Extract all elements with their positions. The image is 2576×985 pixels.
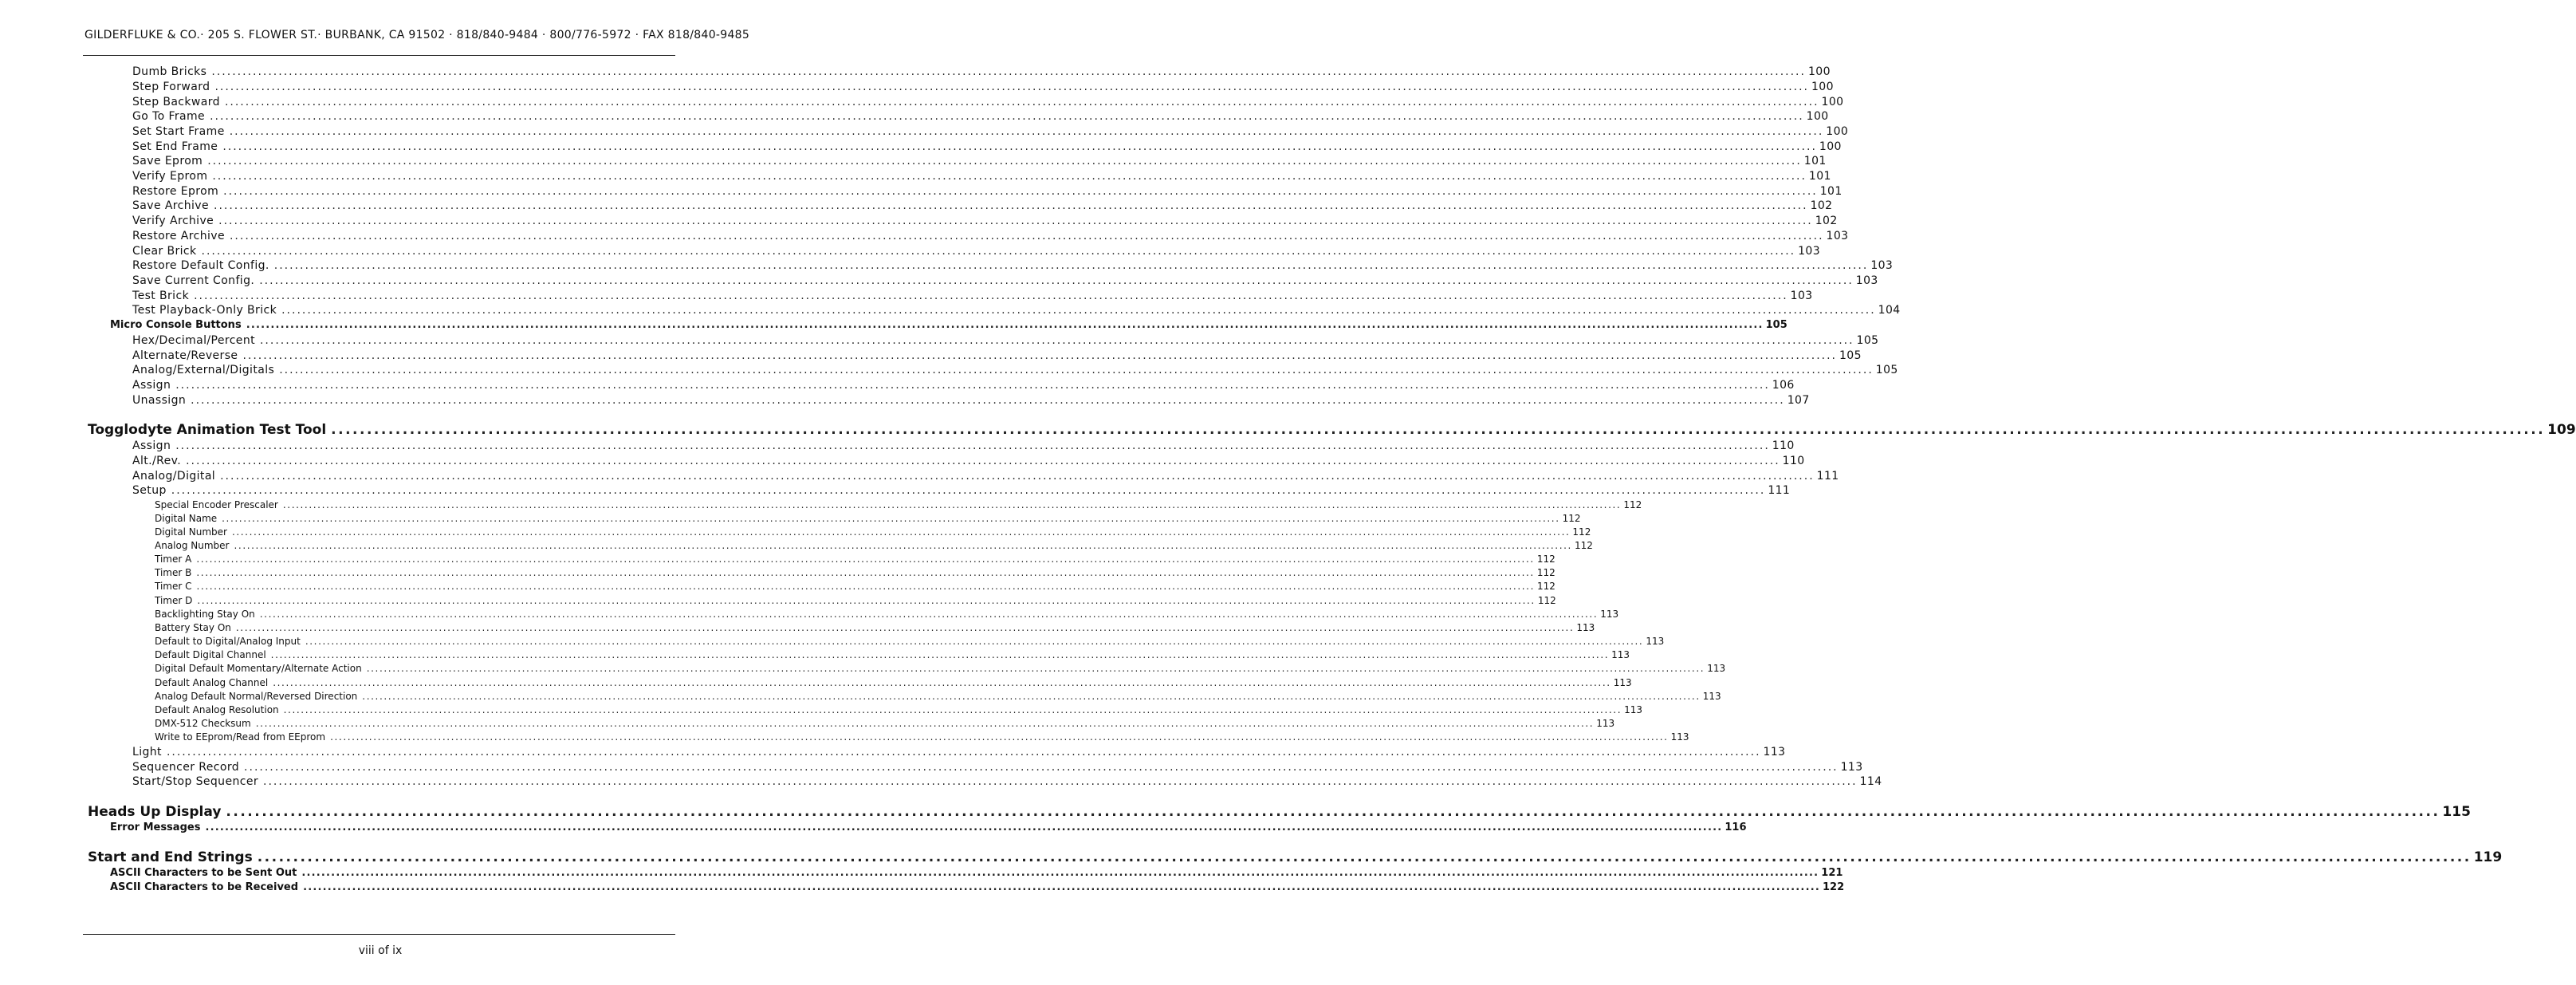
toc-entry[interactable]: [155, 677, 1632, 690]
toc-entry-title: Setup: [132, 484, 167, 497]
toc-dot-leader: [256, 718, 1594, 729]
toc-entry[interactable]: [155, 595, 1556, 608]
toc-entry-title: Verify Eprom: [132, 170, 208, 183]
toc-entry-page: 113: [1596, 718, 1615, 729]
toc-entry[interactable]: [110, 867, 1843, 881]
toc-entry[interactable]: [132, 125, 1849, 140]
toc-entry-title: Start/Stop Sequencer: [132, 775, 259, 788]
toc-entry-page: 113: [1600, 609, 1619, 620]
toc-dot-leader: [197, 595, 1535, 606]
toc-entry-title: Test Playback-Only Brick: [132, 304, 277, 317]
toc-entry-title: Hex/Decimal/Percent: [132, 334, 255, 347]
toc-entry-page: 103: [1826, 230, 1849, 242]
toc-entry-page: 100: [1807, 65, 1831, 78]
toc-entry[interactable]: [110, 319, 1787, 333]
toc-entry-page: 100: [1806, 110, 1829, 123]
toc-entry[interactable]: [132, 230, 1849, 244]
toc-entry-title: Digital Default Momentary/Alternate Action: [155, 663, 362, 674]
header-rule: [83, 55, 675, 56]
toc-entry-title: Save Eprom: [132, 155, 203, 167]
toc-dot-leader: [273, 677, 1610, 688]
toc-entry-page: 113: [1576, 622, 1595, 633]
toc-entry[interactable]: [88, 422, 2576, 439]
toc-entry[interactable]: [155, 636, 1665, 648]
toc-dot-leader: [226, 804, 2440, 820]
toc-dot-leader: [260, 609, 1598, 620]
toc-entry-page: 102: [1810, 199, 1833, 212]
toc-entry[interactable]: [155, 609, 1619, 621]
toc-dot-leader: [260, 334, 1854, 347]
toc-entry-title: Timer D: [155, 595, 193, 606]
toc-entry-title: Default Analog Resolution: [155, 704, 279, 715]
toc-entry-page: 112: [1574, 540, 1593, 551]
toc-entry-title: Set End Frame: [132, 140, 218, 153]
toc-entry-title: Restore Archive: [132, 230, 225, 242]
footer-rule: [83, 934, 675, 935]
toc-entry-page: 113: [1670, 731, 1689, 743]
toc-entry[interactable]: [132, 245, 1821, 259]
toc-entry-page: 104: [1878, 304, 1901, 317]
toc-entry-page: 113: [1646, 636, 1665, 647]
toc-entry-page: 105: [1765, 319, 1787, 331]
toc-entry[interactable]: [132, 65, 1831, 80]
toc-entry[interactable]: [155, 649, 1630, 662]
toc-dot-leader: [202, 245, 1796, 258]
toc-entry-page: 100: [1826, 125, 1849, 138]
toc-entry[interactable]: [155, 567, 1555, 580]
toc-entry-title: Light: [132, 746, 162, 758]
toc-entry[interactable]: [132, 484, 1791, 498]
toc-entry-page: 103: [1798, 245, 1821, 258]
toc-entry-page: 107: [1787, 394, 1810, 407]
toc-entry[interactable]: [110, 821, 1747, 836]
toc-entry[interactable]: [132, 155, 1827, 169]
toc-entry[interactable]: [132, 215, 1838, 229]
toc-entry[interactable]: [155, 704, 1643, 717]
toc-dot-leader: [362, 691, 1700, 702]
toc-dot-leader: [225, 96, 1819, 108]
toc-entry[interactable]: [132, 110, 1829, 124]
toc-entry-page: 101: [1803, 155, 1827, 167]
toc-dot-leader: [222, 140, 1817, 153]
toc-entry-title: Step Backward: [132, 96, 220, 108]
toc-entry-title: Analog Number: [155, 540, 230, 551]
toc-entry-page: 105: [1839, 349, 1862, 362]
toc-entry-title: Dumb Bricks: [132, 65, 207, 78]
toc-entry[interactable]: [132, 364, 1898, 378]
toc-entry[interactable]: [110, 881, 1845, 896]
toc-entry[interactable]: [132, 274, 1878, 289]
toc-entry-title: Analog Default Normal/Reversed Direction: [155, 691, 358, 702]
toc-dot-leader: [301, 867, 1819, 879]
page-number: viii of ix: [358, 944, 403, 957]
toc-dot-leader: [281, 304, 1876, 317]
toc-dot-leader: [223, 185, 1818, 198]
toc-entry[interactable]: [132, 304, 1901, 318]
toc-entry-title: Save Archive: [132, 199, 209, 212]
toc-entry-title: Special Encoder Prescaler: [155, 499, 278, 510]
toc-dot-leader: [212, 170, 1807, 183]
toc-dot-leader: [258, 849, 2472, 865]
toc-entry-page: 100: [1819, 140, 1842, 153]
toc-entry-page: 110: [1782, 455, 1805, 467]
toc-entry[interactable]: [132, 259, 1894, 274]
toc-dot-leader: [214, 199, 1808, 212]
toc-entry-page: 105: [1875, 364, 1898, 376]
toc-dot-leader: [167, 746, 1761, 758]
toc-entry[interactable]: [132, 140, 1842, 155]
toc-entry[interactable]: [155, 581, 1555, 593]
toc-dot-leader: [222, 513, 1559, 524]
toc-dot-leader: [234, 540, 1571, 551]
toc-entry[interactable]: [132, 185, 1843, 199]
toc-entry-title: Backlighting Stay On: [155, 609, 255, 620]
toc-dot-leader: [283, 499, 1621, 510]
toc-entry[interactable]: [132, 290, 1813, 304]
toc-entry-title: Timer C: [155, 581, 192, 592]
toc-entry-title: Micro Console Buttons: [110, 319, 242, 331]
toc-entry-page: 112: [1536, 581, 1555, 592]
toc-dot-leader: [211, 65, 1806, 78]
toc-entry-page: 113: [1840, 761, 1863, 774]
toc-entry-page: 103: [1790, 290, 1813, 302]
toc-entry[interactable]: [132, 81, 1834, 95]
toc-dot-leader: [196, 554, 1534, 565]
toc-dot-leader: [274, 259, 1869, 272]
toc-entry-title: Save Current Config.: [132, 274, 255, 287]
toc-entry-title: Digital Number: [155, 526, 227, 538]
toc-entry-title: Analog/Digital: [132, 470, 216, 483]
toc-entry-title: ASCII Characters to be Sent Out: [110, 867, 297, 879]
toc-entry[interactable]: [132, 775, 1882, 790]
toc-dot-leader: [196, 567, 1534, 578]
toc-entry-title: Sequencer Record: [132, 761, 240, 774]
toc-entry-title: Assign: [132, 379, 171, 392]
toc-entry-page: 111: [1768, 484, 1791, 497]
toc-entry-page: 119: [2473, 849, 2503, 865]
toc-entry-page: 113: [1624, 704, 1643, 715]
toc-entry-title: Restore Default Config.: [132, 259, 269, 272]
page-header: GILDERFLUKE & CO.· 205 S. FLOWER ST.· BURBANK, CA 91502 · 818/840-9484 · 800/776-5972 · FAX 818/840-9485: [85, 29, 750, 41]
toc-entry-page: 112: [1536, 567, 1555, 578]
toc-entry-page: 114: [1859, 775, 1882, 788]
toc-entry-title: Restore Eprom: [132, 185, 219, 198]
toc-dot-leader: [305, 636, 1643, 647]
toc-entry[interactable]: [132, 334, 1879, 349]
toc-entry-title: Set Start Frame: [132, 125, 225, 138]
toc-entry-page: 113: [1707, 663, 1726, 674]
toc-entry[interactable]: [155, 691, 1721, 703]
toc-entry-title: Step Forward: [132, 81, 210, 93]
toc-entry-page: 112: [1562, 513, 1581, 524]
toc-entry[interactable]: [132, 455, 1805, 469]
toc-entry-title: Start and End Strings: [88, 849, 253, 865]
toc-entry-title: Digital Name: [155, 513, 218, 524]
toc-entry-page: 101: [1808, 170, 1831, 183]
toc-entry-page: 113: [1702, 691, 1721, 702]
toc-entry[interactable]: [132, 439, 1795, 454]
toc-entry-page: 110: [1772, 439, 1795, 452]
toc-entry-page: 103: [1855, 274, 1878, 287]
toc-dot-leader: [279, 364, 1874, 376]
toc-entry-title: Default to Digital/Analog Input: [155, 636, 301, 647]
toc-entry-page: 100: [1821, 96, 1844, 108]
toc-dot-leader: [220, 470, 1815, 483]
toc-entry-page: 115: [2442, 804, 2471, 820]
toc-entry-title: Test Brick: [132, 290, 190, 302]
toc-entry-title: Error Messages: [110, 821, 201, 833]
toc-entry-page: 102: [1815, 215, 1838, 227]
toc-entry[interactable]: [132, 96, 1844, 110]
toc-entry-title: Battery Stay On: [155, 622, 231, 633]
toc-entry-page: 111: [1816, 470, 1839, 483]
toc-dot-leader: [242, 349, 1837, 362]
toc-dot-leader: [207, 155, 1802, 167]
toc-entry-title: Alt./Rev.: [132, 455, 182, 467]
toc-entry[interactable]: [132, 761, 1863, 775]
toc-entry[interactable]: [88, 849, 2503, 867]
toc-entry-title: Go To Frame: [132, 110, 206, 123]
toc-dot-leader: [232, 526, 1570, 538]
toc-entry[interactable]: [155, 540, 1593, 553]
toc-dot-leader: [303, 881, 1820, 893]
toc-entry[interactable]: [155, 554, 1555, 566]
toc-entry-page: 116: [1725, 821, 1747, 833]
toc-entry-page: 113: [1763, 746, 1786, 758]
toc-dot-leader: [284, 704, 1622, 715]
toc-entry-title: Togglodyte Animation Test Tool: [88, 422, 327, 438]
toc-dot-leader: [230, 230, 1824, 242]
toc-entry[interactable]: [155, 718, 1615, 731]
toc-entry-page: 100: [1811, 81, 1834, 93]
toc-entry-title: Unassign: [132, 394, 187, 407]
toc-dot-leader: [330, 731, 1668, 743]
toc-entry[interactable]: [155, 499, 1642, 512]
toc-entry[interactable]: [155, 622, 1595, 635]
toc-dot-leader: [230, 125, 1824, 138]
toc-entry-page: 112: [1623, 499, 1642, 510]
toc-entry-page: 112: [1536, 554, 1555, 565]
toc-entry-page: 112: [1572, 526, 1591, 538]
toc-entry-title: ASCII Characters to be Received: [110, 881, 299, 893]
toc-entry-page: 113: [1613, 677, 1632, 688]
toc-entry-title: Assign: [132, 439, 171, 452]
toc-dot-leader: [244, 761, 1839, 774]
toc-entry[interactable]: [155, 513, 1581, 526]
toc-dot-leader: [259, 274, 1854, 287]
toc-dot-leader: [210, 110, 1804, 123]
toc-entry[interactable]: [132, 394, 1810, 408]
toc-entry[interactable]: [155, 663, 1726, 676]
toc-entry-title: DMX-512 Checksum: [155, 718, 251, 729]
toc-dot-leader: [186, 455, 1780, 467]
toc-entry-title: Verify Archive: [132, 215, 214, 227]
toc-dot-leader: [271, 649, 1609, 660]
toc-dot-leader: [194, 290, 1788, 302]
toc-entry-title: Default Digital Channel: [155, 649, 266, 660]
toc-entry-page: 109: [2547, 422, 2576, 438]
toc-entry-title: Timer A: [155, 554, 192, 565]
toc-dot-leader: [175, 439, 1770, 452]
toc-dot-leader: [236, 622, 1574, 633]
toc-entry[interactable]: [132, 170, 1831, 184]
toc-dot-leader: [214, 81, 1809, 93]
toc-entry-page: 105: [1856, 334, 1879, 347]
toc-dot-leader: [205, 821, 1722, 833]
toc-dot-leader: [331, 422, 2545, 438]
toc-entry[interactable]: [88, 804, 2471, 821]
toc-entry-page: 113: [1611, 649, 1630, 660]
toc-entry-page: 122: [1823, 881, 1845, 893]
toc-entry-page: 112: [1537, 595, 1556, 606]
toc-dot-leader: [263, 775, 1858, 788]
toc-entry[interactable]: [132, 349, 1862, 364]
toc-dot-leader: [246, 319, 1764, 331]
toc-entry-title: Timer B: [155, 567, 192, 578]
toc-entry-page: 121: [1821, 867, 1843, 879]
toc-dot-leader: [191, 394, 1785, 407]
toc-entry-page: 103: [1870, 259, 1894, 272]
toc-entry-title: Analog/External/Digitals: [132, 364, 275, 376]
toc-entry-title: Default Analog Channel: [155, 677, 269, 688]
toc-dot-leader: [197, 581, 1535, 592]
toc-dot-leader: [218, 215, 1813, 227]
toc-entry-title: Clear Brick: [132, 245, 197, 258]
toc-entry[interactable]: [132, 379, 1795, 393]
toc-entry[interactable]: [155, 526, 1591, 539]
toc-entry[interactable]: [132, 470, 1839, 484]
toc-entry[interactable]: [132, 746, 1786, 760]
toc-entry[interactable]: [132, 199, 1833, 214]
toc-entry-title: Heads Up Display: [88, 804, 222, 820]
toc-entry-title: Write to EEprom/Read from EEprom: [155, 731, 326, 743]
toc-entry-page: 101: [1819, 185, 1843, 198]
toc-dot-leader: [171, 484, 1766, 497]
toc-entry[interactable]: [155, 731, 1689, 744]
toc-dot-leader: [367, 663, 1705, 674]
toc-entry-title: Alternate/Reverse: [132, 349, 238, 362]
toc-entry-page: 106: [1772, 379, 1795, 392]
toc-dot-leader: [175, 379, 1770, 392]
